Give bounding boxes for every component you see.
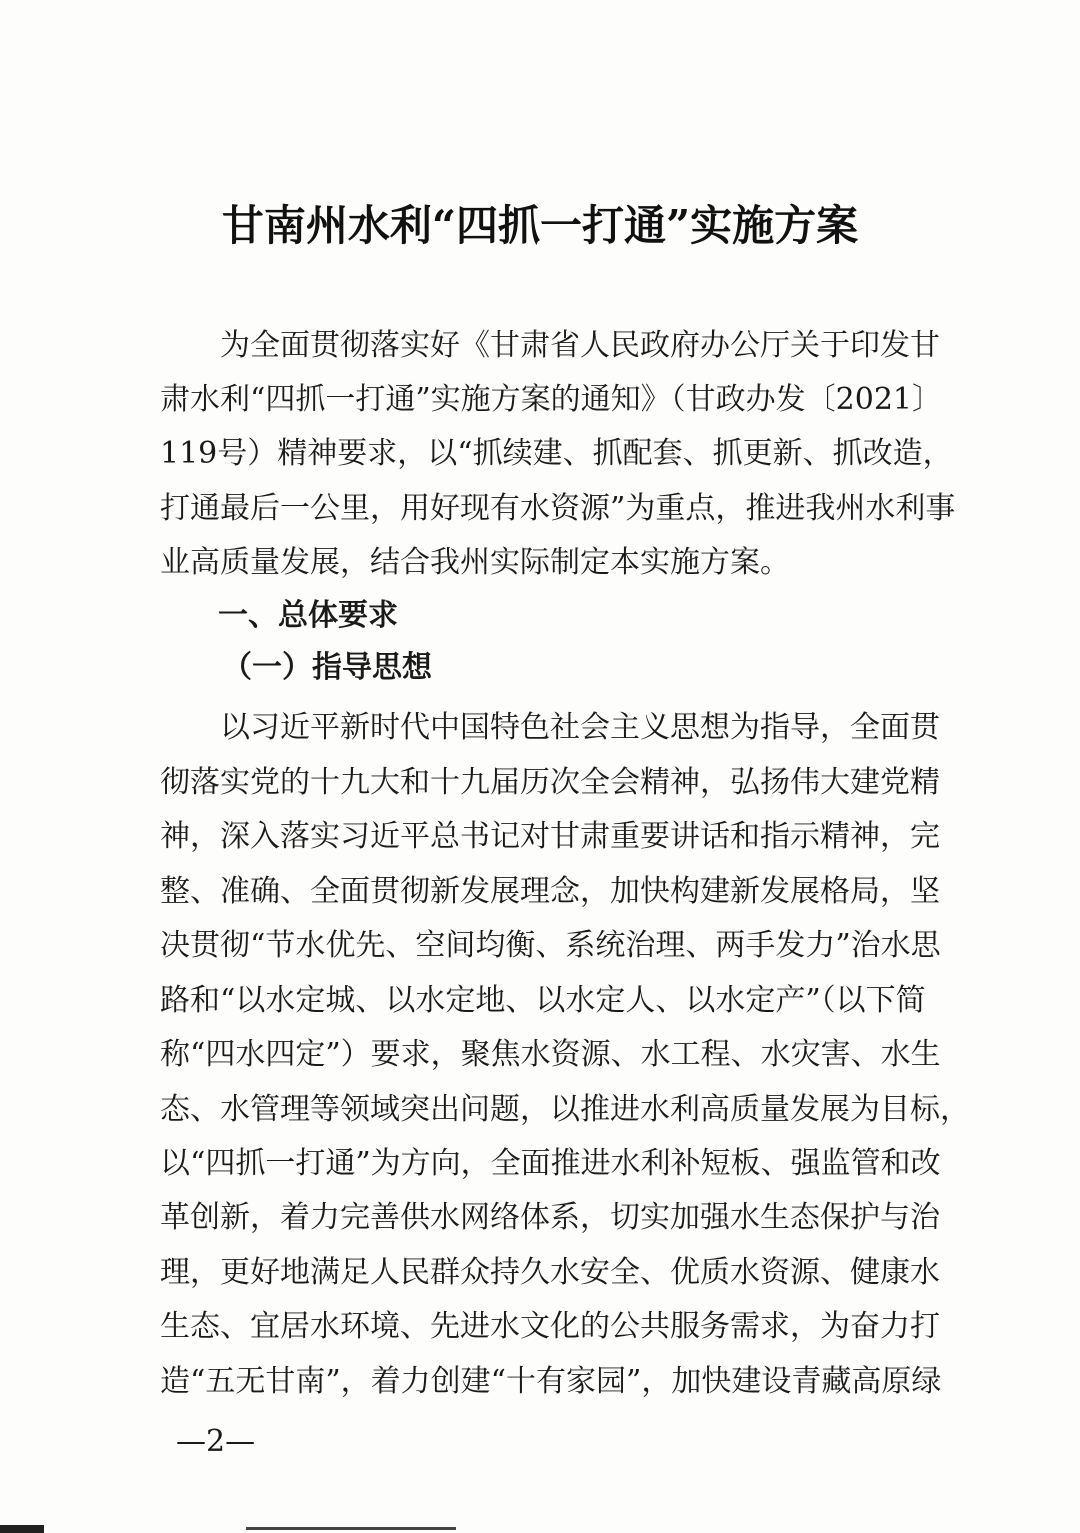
- body-line: 神，深入落实习近平总书记对甘肃重要讲话和指示精神，完: [160, 819, 940, 854]
- body-line: 决贯彻“节水优先、空间均衡、系统治理、两手发力”治水思: [160, 928, 941, 963]
- scan-edge-line: [246, 1527, 456, 1530]
- body-line: 路和“以水定城、以水定地、以水定人、以水定产”（以下简: [160, 983, 926, 1018]
- body-line: 彻落实党的十九大和十九届历次全会精神，弘扬伟大建党精: [160, 765, 940, 800]
- body-line: 以“四抓一打通”为方向，全面推进水利补短板、强监管和改: [160, 1146, 941, 1181]
- intro-line: 业高质量发展，结合我州实际制定本实施方案。: [160, 545, 790, 580]
- body-line: 革创新，着力完善供水网络体系，切实加强水生态保护与治: [160, 1200, 940, 1235]
- page-number: —2—: [176, 1424, 256, 1459]
- body-line: 态、水管理等领域突出问题，以推进水利高质量发展为目标，: [160, 1092, 970, 1127]
- intro-line: 打通最后一公里，用好现有水资源”为重点，推进我州水利事: [160, 491, 956, 526]
- intro-line: 肃水利“四抓一打通”实施方案的通知》（甘政办发〔2021〕: [160, 382, 943, 417]
- subsection-heading: （一）指导思想: [222, 650, 432, 685]
- body-line: 理，更好地满足人民群众持久水安全、优质水资源、健康水: [160, 1255, 940, 1290]
- intro-line: 119号）精神要求，以“抓续建、抓配套、抓更新、抓改造，: [160, 436, 953, 471]
- body-line: 整、准确、全面贯彻新发展理念，加快构建新发展格局，坚: [160, 874, 940, 909]
- document-title: 甘南州水利“四抓一打通”实施方案: [221, 201, 859, 250]
- section-heading: 一、总体要求: [218, 598, 398, 633]
- body-line: 造“五无甘南”，着力创建“十有家园”，加快建设青藏高原绿: [160, 1364, 942, 1399]
- body-line: 称“四水四定”）要求，聚焦水资源、水工程、水灾害、水生: [160, 1037, 941, 1072]
- body-line: 生态、宜居水环境、先进水文化的公共服务需求，为奋力打: [160, 1309, 940, 1344]
- scan-edge-mark: [0, 1525, 44, 1533]
- intro-line: 为全面贯彻落实好《甘肃省人民政府办公厅关于印发甘: [220, 328, 940, 363]
- body-line: 以习近平新时代中国特色社会主义思想为指导，全面贯: [220, 710, 940, 745]
